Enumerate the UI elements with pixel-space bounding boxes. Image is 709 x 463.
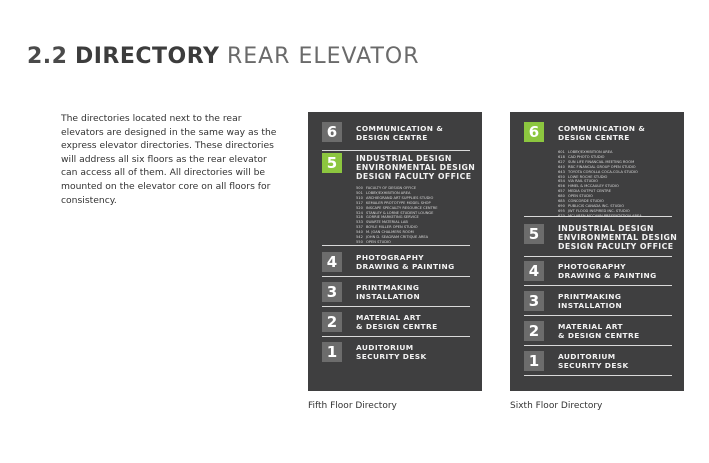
floor-number: 6: [524, 122, 544, 142]
room-item: 640 RBC FINANCIAL GROUP OPEN STUDIO: [558, 164, 636, 169]
title-light: REAR ELEVATOR: [226, 44, 420, 69]
room-item: 643 TOYOTA COROLLA COCA-COLA STUDIO: [558, 169, 638, 174]
floor-label-line: ENVIRONMENTAL DESIGN: [356, 163, 476, 172]
floor-row-2: [322, 310, 470, 337]
room-item: 533 SWARTE MATERIAL LAB: [356, 220, 408, 225]
room-item: 670 MCLAREN MCCANN PRESENTATION AREA: [558, 213, 642, 218]
room-item: 540 M. JOAN CHALMERS ROOM: [356, 230, 414, 235]
room-item: 528 GORRIE MARKETING SERVICE: [356, 215, 419, 220]
room-item: 524 STANLEY & LORNE STUDENT LOUNGE: [356, 210, 434, 215]
room-list: [356, 186, 438, 245]
section-number: 2.2: [27, 44, 68, 69]
floor-label-line: & DESIGN CENTRE: [356, 322, 438, 331]
room-item: 500 FACULTY OF DESIGN OFFICE: [356, 186, 417, 190]
floor-label-line: DESIGN FACULTY OFFICE: [558, 242, 674, 251]
floor-label-line: DRAWING & PAINTING: [356, 262, 455, 271]
title-bold: DIRECTORY: [74, 44, 220, 69]
floor-label-line: INSTALLATION: [356, 292, 421, 301]
floor-label-line: PHOTOGRAPHY: [558, 262, 627, 271]
floor-number: 5: [322, 153, 342, 173]
room-item: 650 LOWE ROCHE STUDIO: [558, 174, 608, 179]
floor-number: 3: [524, 291, 544, 311]
room-item: 618 CAD PHOTO STUDIO: [558, 154, 605, 159]
floor-label-line: DESIGN CENTRE: [558, 133, 630, 142]
floor-number: 5: [524, 224, 544, 244]
fifth-floor-caption: Fifth Floor Directory: [308, 401, 397, 411]
floor-label-line: SECURITY DESK: [356, 352, 427, 361]
room-item: 654 VIA RAIL STUDIO: [558, 179, 598, 184]
room-item: 657 MEDIA OUTPUT CENTRE: [558, 189, 612, 194]
floor-row-3: [322, 280, 470, 307]
floor-number: 6: [322, 122, 342, 142]
floor-label-line: MATERIAL ART: [356, 313, 421, 322]
sixth-floor-directory: [510, 112, 684, 391]
floor-label-line: DESIGN CENTRE: [356, 133, 428, 142]
room-item: 517 KEMALER PROTOTYPE MODEL SHOP: [356, 200, 431, 205]
room-list: [558, 150, 642, 219]
room-item: 690 PUBLICIS CANADA INC. STUDIO: [558, 203, 625, 208]
floor-row-5: [322, 150, 476, 246]
floor-label-line: MATERIAL ART: [558, 322, 623, 331]
floor-label-line: AUDITORIUM: [558, 352, 616, 361]
floor-label-line: INDUSTRIAL DESIGN: [558, 224, 654, 233]
room-item: 510 ARCHIEGRAND ART SUPPLIES STUDIO: [356, 195, 434, 200]
room-item: 627 SUN LIFE FINANCIAL MEETING ROOM: [558, 159, 635, 164]
floor-label-line: DRAWING & PAINTING: [558, 271, 657, 280]
room-item: 680 OPEN STUDIO: [558, 194, 593, 199]
room-item: 501 LOBBY/EXHIBITION AREA: [356, 190, 411, 195]
floor-number: 3: [322, 282, 342, 302]
room-item: 520 INSCAPE SPECIALTY RESOURCE CENTRE: [356, 205, 438, 210]
room-item: 601 LOBBY/EXHIBITION AREA: [558, 150, 613, 154]
floor-number: 2: [322, 312, 342, 332]
intro-paragraph: The directories located next to the rear elevators are designed in the same way as the express elevator directories. These directories will address all six floors as the rear elevator can access all of them. All directories will be mounted on the elevator core on all floors for consistency.: [61, 113, 277, 206]
fifth-floor-directory: [308, 112, 482, 391]
room-item: 542 JOHN D. SEAGRAM CRITIQUE AREA: [356, 235, 429, 240]
room-item: 550 OPEN STUDIO: [356, 239, 391, 244]
floor-label-line: DESIGN FACULTY OFFICE: [356, 172, 472, 181]
floor-label-line: AUDITORIUM: [356, 343, 414, 352]
room-item: 685 CONCORDE STUDIO: [558, 199, 604, 204]
room-item: 537 BOYLE MILLER OPEN STUDIO: [356, 225, 418, 230]
floor-row-1: [322, 340, 470, 366]
floor-number: 4: [322, 252, 342, 272]
floor-number: 2: [524, 321, 544, 341]
floor-row-4: [524, 259, 672, 286]
floor-label-line: INSTALLATION: [558, 301, 623, 310]
floor-number: 4: [524, 261, 544, 281]
room-item: 656 HIMEL & MCCAULEY STUDIO: [558, 184, 619, 189]
sixth-floor-caption: Sixth Floor Directory: [510, 401, 603, 411]
room-item: 695 JWT FLOOD INSPIRED INC. STUDIO: [558, 208, 630, 213]
floor-label-line: COMMUNICATION &: [558, 124, 646, 133]
page-title: [27, 44, 420, 69]
floor-row-6: [322, 120, 470, 151]
floor-row-3: [524, 289, 672, 316]
floor-number: 1: [524, 351, 544, 371]
floor-label-line: INDUSTRIAL DESIGN: [356, 154, 452, 163]
floor-label-line: ENVIRONMENTAL DESIGN: [558, 233, 678, 242]
floor-row-4: [322, 250, 470, 277]
floor-row-6: [524, 120, 672, 217]
floor-row-2: [524, 319, 672, 346]
floor-row-1: [524, 349, 672, 376]
floor-label-line: COMMUNICATION &: [356, 124, 444, 133]
floor-label-line: PRINTMAKING: [558, 292, 622, 301]
floor-label-line: SECURITY DESK: [558, 361, 629, 370]
floor-label-line: & DESIGN CENTRE: [558, 331, 640, 340]
floor-label-line: PRINTMAKING: [356, 283, 420, 292]
floor-label-line: PHOTOGRAPHY: [356, 253, 425, 262]
floor-number: 1: [322, 342, 342, 362]
floor-row-5: [524, 220, 678, 257]
